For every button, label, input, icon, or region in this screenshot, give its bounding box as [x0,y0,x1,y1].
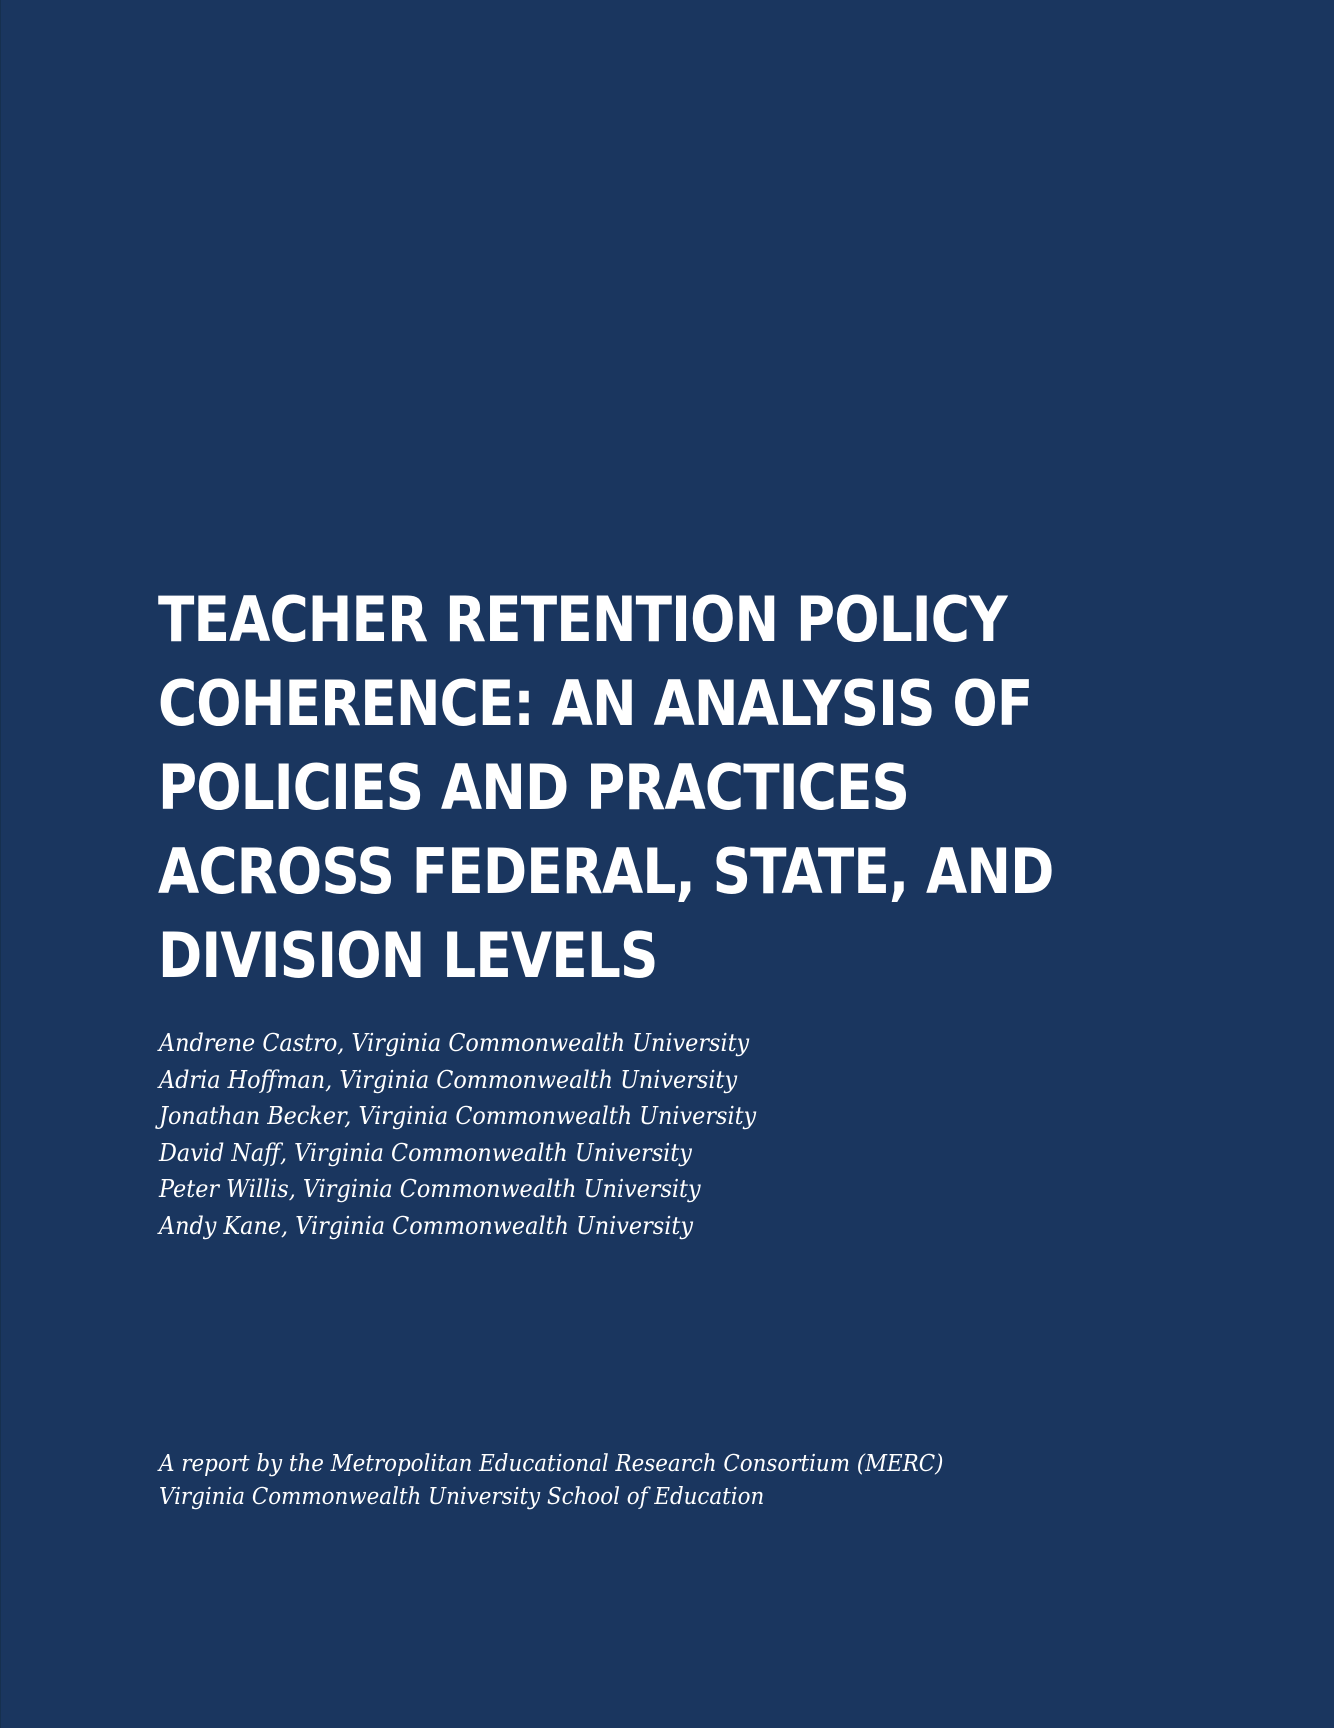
author-entry: Adria Hoffman, Virginia Commonwealth University [159,1065,738,1094]
author-entry: David Naff, Virginia Commonwealth University [159,1138,692,1167]
title-line: ACROSS FEDERAL, STATE, AND [158,835,1054,908]
publisher-info [159,1448,943,1514]
author-entry: Andy Kane, Virginia Commonwealth University [159,1211,693,1240]
publisher-line: A report by the Metropolitan Educational Research Consortium (MERC) [159,1451,944,1477]
report-title [158,578,1054,998]
report-cover-page [1,0,1334,1728]
title-line: DIVISION LEVELS [158,919,658,992]
author-entry: Jonathan Becker, Virginia Commonwealth University [159,1102,757,1130]
title-line: TEACHER RETENTION POLICY [158,583,1007,656]
author-entry: Peter Willis, Virginia Commonwealth University [159,1175,701,1203]
title-line: POLICIES AND PRACTICES [158,751,910,824]
author-list [159,1025,756,1244]
author-entry: Andrene Castro, Virginia Commonwealth University [159,1029,750,1057]
institution-line: Virginia Commonwealth University School of Education [159,1484,765,1510]
title-line: COHERENCE: AN ANALYSIS OF [158,667,1033,740]
